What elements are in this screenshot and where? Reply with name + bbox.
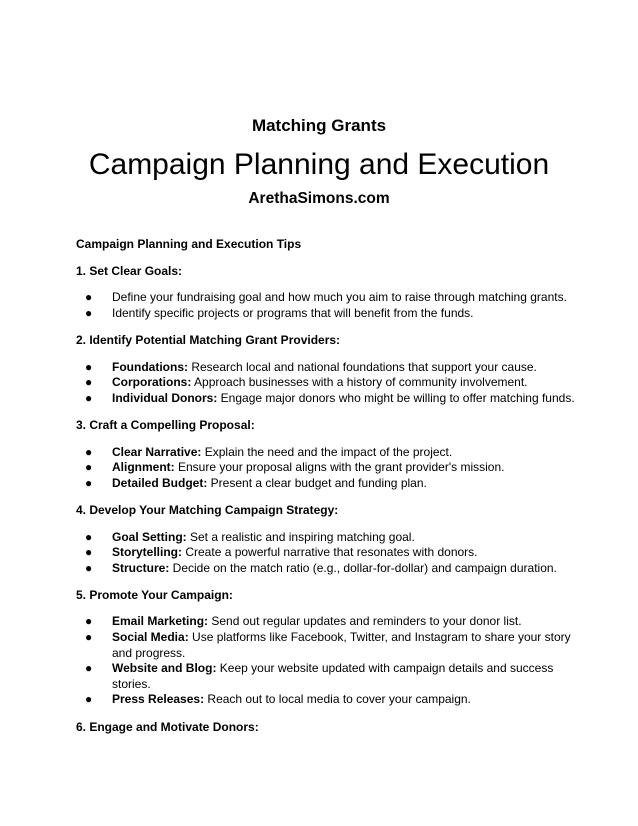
item-text: Present a clear budget and funding plan. bbox=[207, 475, 427, 490]
item-text: Identify specific projects or programs that will benefit from the funds. bbox=[112, 305, 474, 320]
item-text: Ensure your proposal aligns with the grant provider's mission. bbox=[174, 460, 505, 475]
bullet-list bbox=[76, 445, 576, 492]
item-text: Define your fundraising goal and how much you aim to raise through matching grants. bbox=[112, 290, 567, 305]
list-item bbox=[76, 391, 576, 407]
item-text: Reach out to local media to cover your campaign. bbox=[204, 692, 471, 707]
item-text: Send out regular updates and reminders to your donor list. bbox=[208, 614, 522, 629]
bullet-icon: ● bbox=[85, 661, 93, 676]
list-item bbox=[76, 614, 576, 630]
bullet-icon: ● bbox=[85, 290, 93, 305]
bullet-list bbox=[76, 614, 576, 708]
item-text: Research local and national foundations that support your cause. bbox=[187, 359, 537, 374]
section-title: 1. Set Clear Goals: bbox=[76, 263, 183, 278]
section-4 bbox=[76, 503, 576, 576]
bullet-icon: ● bbox=[85, 359, 93, 374]
item-text: Approach businesses with a history of community involvement. bbox=[191, 375, 528, 390]
document-title: Campaign Planning and Execution bbox=[88, 148, 550, 181]
list-item bbox=[76, 476, 576, 492]
item-label: Goal Setting: bbox=[112, 529, 187, 544]
bullet-icon: ● bbox=[85, 560, 93, 575]
list-item bbox=[76, 661, 576, 692]
list-item bbox=[76, 630, 576, 661]
section-title: 4. Develop Your Matching Campaign Strategy: bbox=[76, 502, 339, 517]
item-text: Explain the need and the impact of the project. bbox=[201, 444, 453, 459]
item-label: Detailed Budget: bbox=[112, 475, 208, 490]
item-text: Set a realistic and inspiring matching goal. bbox=[186, 529, 415, 544]
bullet-icon: ● bbox=[85, 692, 93, 707]
section-title: 6. Engage and Motivate Donors: bbox=[76, 719, 259, 734]
list-item bbox=[76, 460, 576, 476]
section-1 bbox=[76, 264, 576, 322]
item-text: Decide on the match ratio (e.g., dollar-for-dollar) and campaign duration. bbox=[169, 560, 557, 575]
bullet-list bbox=[76, 290, 576, 321]
bullet-icon: ● bbox=[85, 390, 93, 405]
section-5 bbox=[76, 588, 576, 708]
list-item bbox=[76, 692, 576, 708]
item-text: Create a powerful narrative that resonates with donors. bbox=[182, 545, 478, 560]
list-item bbox=[76, 561, 576, 577]
tips-heading: Campaign Planning and Execution Tips bbox=[76, 237, 302, 251]
document-body bbox=[76, 237, 576, 747]
item-label: Foundations: bbox=[112, 359, 188, 374]
bullet-icon: ● bbox=[85, 444, 93, 459]
bullet-list bbox=[76, 530, 576, 577]
list-item bbox=[76, 530, 576, 546]
section-title: 5. Promote Your Campaign: bbox=[76, 587, 233, 602]
list-item bbox=[76, 375, 576, 391]
item-label: Individual Donors: bbox=[112, 390, 218, 405]
bullet-icon: ● bbox=[85, 475, 93, 490]
bullet-icon: ● bbox=[85, 614, 93, 629]
sections-container bbox=[76, 264, 576, 736]
item-label: Corporations: bbox=[112, 375, 192, 390]
section-3 bbox=[76, 418, 576, 491]
section-6 bbox=[76, 720, 576, 736]
item-label: Structure: bbox=[112, 560, 170, 575]
list-item bbox=[76, 360, 576, 376]
item-label: Storytelling: bbox=[112, 545, 183, 560]
bullet-icon: ● bbox=[85, 630, 93, 645]
list-item bbox=[76, 545, 576, 561]
item-label: Press Releases: bbox=[112, 692, 205, 707]
list-item bbox=[76, 445, 576, 461]
item-text: Keep your website updated with campaign details and success stories. bbox=[112, 661, 554, 691]
list-item bbox=[76, 306, 576, 322]
bullet-list bbox=[76, 360, 576, 407]
bullet-icon: ● bbox=[85, 305, 93, 320]
item-label: Email Marketing: bbox=[112, 614, 209, 629]
item-label: Website and Blog: bbox=[112, 661, 217, 676]
section-title: 2. Identify Potential Matching Grant Providers: bbox=[76, 332, 341, 347]
list-item bbox=[76, 290, 576, 306]
bullet-icon: ● bbox=[85, 529, 93, 544]
section-2 bbox=[76, 333, 576, 406]
item-label: Alignment: bbox=[112, 460, 175, 475]
document-kicker: Matching Grants bbox=[251, 116, 387, 135]
site-name: ArethaSimons.com bbox=[248, 190, 390, 207]
item-text: Use platforms like Facebook, Twitter, and Instagram to share your story and progress. bbox=[112, 630, 571, 660]
item-label: Clear Narrative: bbox=[112, 444, 202, 459]
item-label: Social Media: bbox=[112, 630, 189, 645]
bullet-icon: ● bbox=[85, 460, 93, 475]
bullet-icon: ● bbox=[85, 545, 93, 560]
section-title: 3. Craft a Compelling Proposal: bbox=[76, 417, 255, 432]
bullet-icon: ● bbox=[85, 375, 93, 390]
item-text: Engage major donors who might be willing to offer matching funds. bbox=[217, 390, 575, 405]
